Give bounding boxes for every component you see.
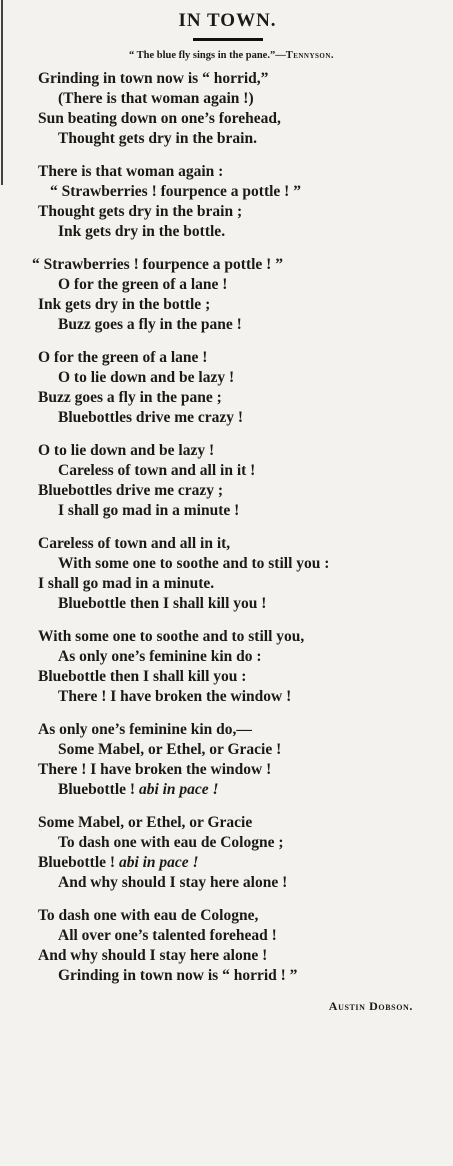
poem-line (12, 574, 443, 594)
poem-line-text: Thought gets dry in the brain ; (38, 203, 243, 220)
poem-line (12, 315, 443, 335)
poem-line (12, 89, 443, 109)
poem-line-text: Ink gets dry in the bottle ; (38, 296, 211, 313)
poem-line-text: Grinding in town now is “ horrid ! ” (58, 967, 298, 984)
poem-line (12, 780, 443, 800)
stanza (12, 906, 443, 986)
poem-line (12, 667, 443, 687)
column-rule (1, 0, 3, 185)
poem-line-text: “ Strawberries ! fourpence a pottle ! ” (32, 256, 283, 273)
stanza (12, 534, 443, 614)
poem-line (12, 441, 443, 461)
poem-line-text: There is that woman again : (38, 163, 224, 180)
poem-line-text: To dash one with eau de Cologne, (38, 907, 259, 924)
poem-line (12, 69, 443, 89)
poem-line (12, 813, 443, 833)
poem-line (12, 647, 443, 667)
poem-line-text: With some one to soothe and to still you : (58, 555, 330, 572)
poem-line (12, 109, 443, 129)
poem-body (12, 69, 443, 986)
stanza (12, 441, 443, 521)
poem-line-text: Buzz goes a fly in the pane ; (38, 389, 222, 406)
poem-line (12, 348, 443, 368)
poem-line (12, 501, 443, 521)
poem-line-text: Sun beating down on one’s forehead, (38, 110, 281, 127)
poem-line (12, 594, 443, 614)
poem-line (12, 408, 443, 428)
poem-line (12, 833, 443, 853)
poem-line-text: All over one’s talented forehead ! (58, 927, 277, 944)
poem-line-text: Bluebottle then I shall kill you ! (58, 595, 267, 612)
poem-line-text: There ! I have broken the window ! (38, 761, 272, 778)
poem-line (12, 275, 443, 295)
poem-line (12, 687, 443, 707)
poem-line (12, 740, 443, 760)
poem-line-text: Some Mabel, or Ethel, or Gracie (38, 814, 253, 831)
poem-line (12, 946, 443, 966)
stanza (12, 720, 443, 800)
poem-line-text: To dash one with eau de Cologne ; (58, 834, 284, 851)
stanza (12, 348, 443, 428)
epigraph (20, 49, 443, 63)
epigraph-author: Tennyson. (285, 50, 335, 61)
poem-line-text: With some one to soothe and to still you, (38, 628, 305, 645)
poem-line-text: O for the green of a lane ! (38, 349, 208, 366)
poem-line-text: Careless of town and all in it, (38, 535, 231, 552)
poem-line-text: And why should I stay here alone ! (58, 874, 288, 891)
poem-line (12, 162, 443, 182)
poem-line-text: There ! I have broken the window ! (58, 688, 292, 705)
poem-line-text: I shall go mad in a minute. (38, 575, 215, 592)
stanza (12, 627, 443, 707)
poem-line (12, 760, 443, 780)
poem-line (12, 926, 443, 946)
poem-title: IN TOWN. (178, 10, 277, 31)
poem-line-text: O for the green of a lane ! (58, 276, 228, 293)
poem-line-text: (There is that woman again !) (58, 90, 254, 107)
poem-line-latin: abi in pace ! (138, 781, 219, 798)
poem-line-text: And why should I stay here alone ! (38, 947, 268, 964)
poem-line (12, 202, 443, 222)
poem-line (12, 129, 443, 149)
stanza (12, 69, 443, 149)
poem-line-text: O to lie down and be lazy ! (58, 369, 235, 386)
poem-line-text: I shall go mad in a minute ! (58, 502, 240, 519)
poem-line (12, 720, 443, 740)
poem-line-text: O to lie down and be lazy ! (38, 442, 215, 459)
poem-line-text: As only one’s feminine kin do : (58, 648, 262, 665)
poem-line-text: “ Strawberries ! fourpence a pottle ! ” (50, 183, 301, 200)
poem-line-text: Careless of town and all in it ! (58, 462, 256, 479)
stanza (12, 162, 443, 242)
poem-line (12, 906, 443, 926)
poem-line-text: Bluebottle then I shall kill you : (38, 668, 247, 685)
poem-line-text: Grinding in town now is “ horrid,” (38, 70, 269, 87)
epigraph-quote: “ The blue fly sings in the pane.”— (128, 50, 286, 61)
poem-line-text: Ink gets dry in the bottle. (58, 223, 226, 240)
stanza (12, 813, 443, 893)
poem-line-text: Some Mabel, or Ethel, or Gracie ! (58, 741, 282, 758)
poem-line (12, 873, 443, 893)
stanza (12, 255, 443, 335)
poem-signature: Austin Dobson. (328, 999, 413, 1013)
poem-line (12, 481, 443, 501)
title-underline (193, 38, 263, 41)
poem-line (12, 853, 443, 873)
poem-line (12, 255, 443, 275)
poem-line-text: Bluebottles drive me crazy ! (58, 409, 244, 426)
poem-line (12, 182, 443, 202)
poem-line (12, 554, 443, 574)
poem-line (12, 627, 443, 647)
poem-line-text: Buzz goes a fly in the pane ! (58, 316, 242, 333)
poem-line-text: Thought gets dry in the brain. (58, 130, 257, 147)
poem-line-latin: abi in pace ! (118, 854, 199, 871)
poem-line (12, 534, 443, 554)
poem-line-text: Bluebottle ! (38, 854, 116, 871)
poem-line (12, 368, 443, 388)
poem-line-text: Bluebottle ! (58, 781, 136, 798)
poem-line (12, 222, 443, 242)
poem-line (12, 966, 443, 986)
poem-line (12, 295, 443, 315)
poem-line-text: As only one’s feminine kin do,— (38, 721, 252, 738)
poem-line (12, 461, 443, 481)
poem-line-text: Bluebottles drive me crazy ; (38, 482, 224, 499)
poem-line (12, 388, 443, 408)
